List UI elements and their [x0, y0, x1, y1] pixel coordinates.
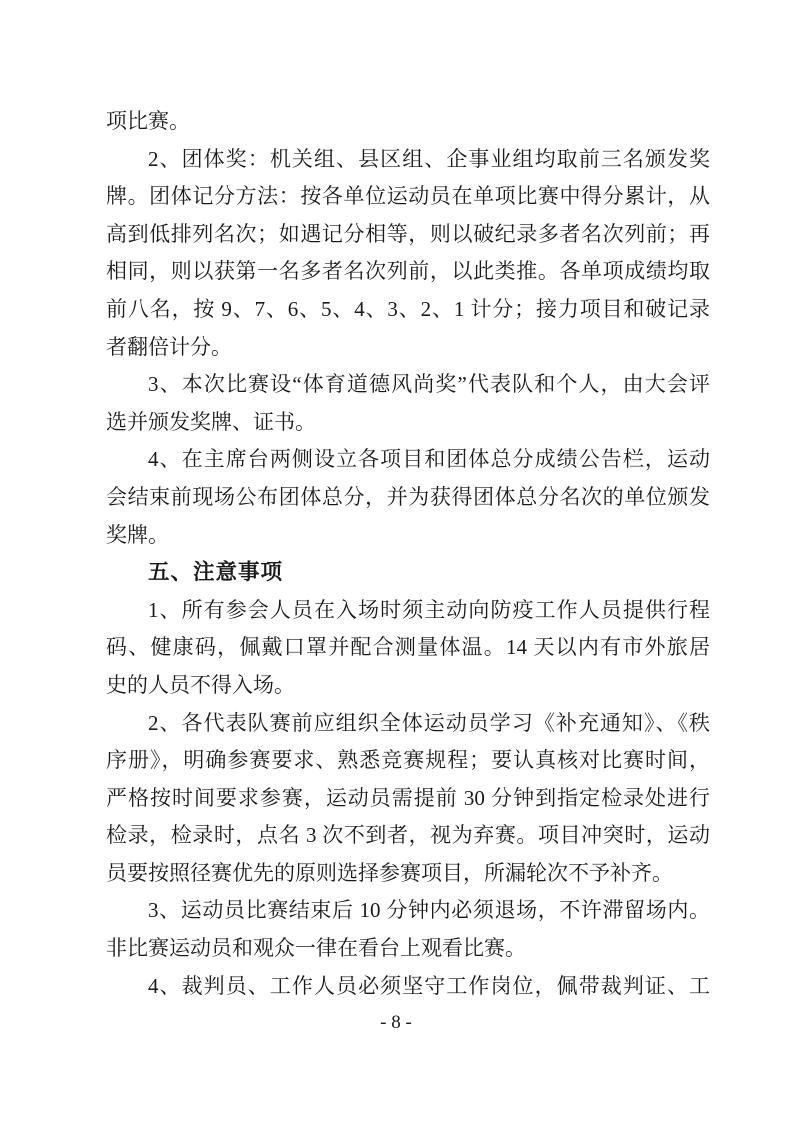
page-number: - 8 -: [380, 1012, 412, 1033]
text-line: 非比赛运动员和观众一律在看台上观看比赛。: [106, 936, 526, 961]
text-line: 2、各代表队赛前应组织全体运动员学习《补充通知》、《秩: [148, 710, 710, 735]
text-line: 3、本次比赛设“体育道德风尚奖”代表队和个人，由大会评: [148, 372, 710, 397]
text-line: 牌。团体记分方法：按各单位运动员在单项比赛中得分累计，从: [106, 184, 710, 209]
text-line: 前八名，按 9、7、6、5、4、3、2、1 计分；接力项目和破记录: [106, 296, 710, 321]
document-text-block: [106, 103, 710, 1005]
text-line: 相同，则以获第一名多者名次列前，以此类推。各单项成绩均取: [106, 259, 710, 284]
text-line: 2、团体奖：机关组、县区组、企事业组均取前三名颁发奖: [148, 146, 710, 171]
text-line: 4、在主席台两侧设立各项目和团体总分成绩公告栏，运动: [148, 447, 710, 472]
text-line: 4、裁判员、工作人员必须坚守工作岗位，佩带裁判证、工: [148, 973, 710, 998]
section-heading: 五、注意事项: [148, 560, 284, 585]
text-line: 序册》，明确参赛要求、熟悉竞赛规程；要认真核对比赛时间，: [106, 748, 710, 773]
text-line: 项比赛。: [106, 109, 190, 133]
text-line: 码、健康码，佩戴口罩并配合测量体温。14 天以内有市外旅居: [106, 635, 710, 660]
text-line: 3、运动员比赛结束后 10 分钟内必须退场，不许滞留场内。: [148, 898, 710, 923]
text-line: 检录，检录时，点名 3 次不到者，视为弃赛。项目冲突时，运动: [106, 823, 710, 848]
text-line: 1、所有参会人员在入场时须主动向防疫工作人员提供行程: [148, 597, 710, 622]
text-line: 会结束前现场公布团体总分，并为获得团体总分名次的单位颁发: [106, 484, 710, 509]
text-line: 奖牌。: [106, 522, 169, 547]
text-line: 选并颁发奖牌、证书。: [106, 409, 316, 434]
text-line: 严格按时间要求参赛，运动员需提前 30 分钟到指定检录处进行: [106, 785, 710, 810]
text-line: 史的人员不得入场。: [106, 672, 295, 697]
text-line: 高到低排列名次；如遇记分相等，则以破纪录多者名次列前；再: [106, 221, 710, 246]
text-line: 者翻倍计分。: [106, 334, 232, 359]
text-line: 员要按照径赛优先的原则选择参赛项目，所漏轮次不予补齐。: [106, 860, 673, 885]
